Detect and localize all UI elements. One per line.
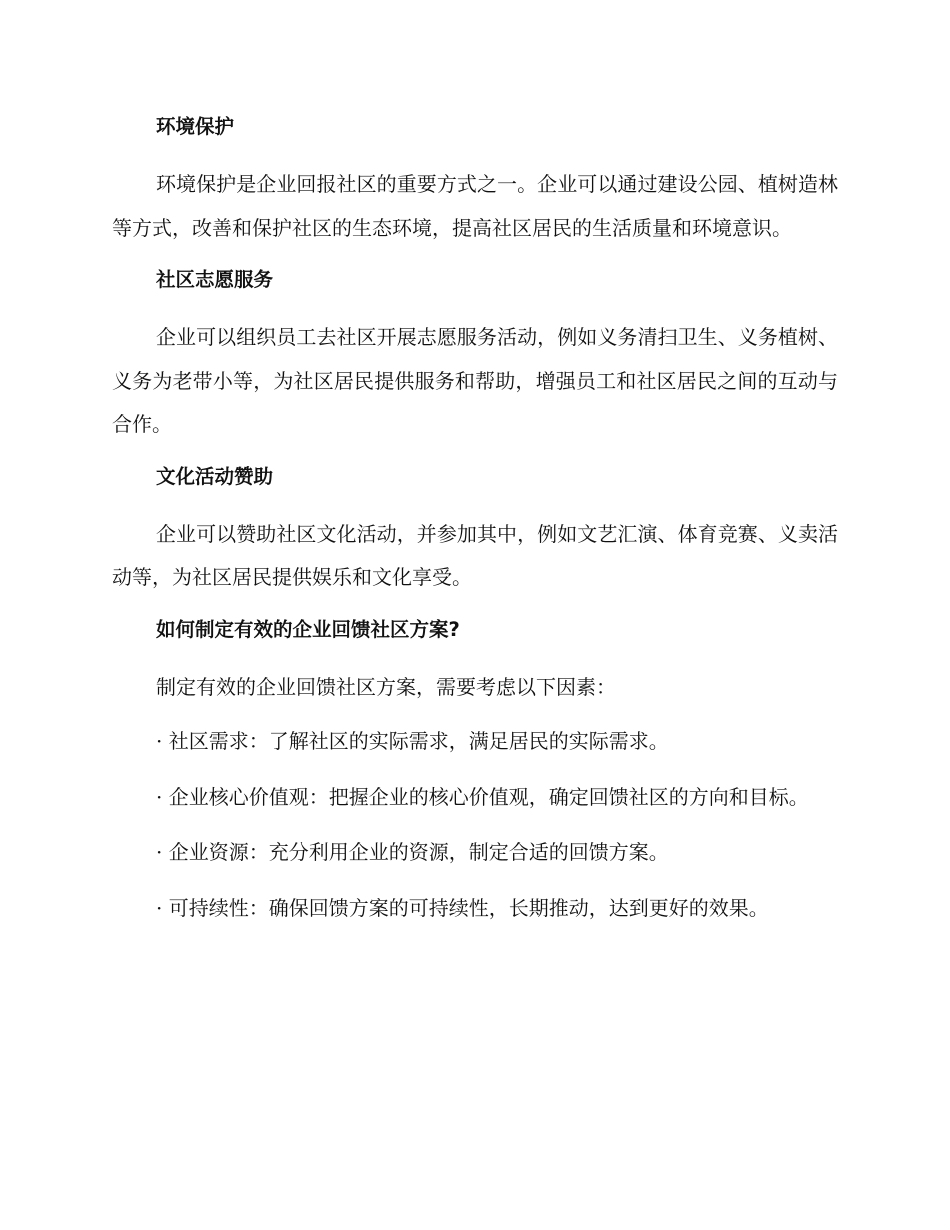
section-heading-culture: 文化活动赞助 — [156, 464, 274, 488]
section-paragraph-environment: 环境保护是企业回报社区的重要方式之一。企业可以通过建设公园、植树造林等方式，改善和保护社区的生态环境，提高社区居民的生活质量和环境意识。 — [112, 172, 838, 240]
bullet-item-resources: · 企业资源：充分利用企业的资源，制定合适的回馈方案。 — [156, 840, 669, 864]
bullet-item-core-values: · 企业核心价值观：把握企业的核心价值观，确定回馈社区的方向和目标。 — [156, 784, 809, 809]
bullet-item-sustainability: · 可持续性：确保回馈方案的可持续性，长期推动，达到更好的效果。 — [156, 895, 769, 920]
bullet-item-community-needs: · 社区需求：了解社区的实际需求，满足居民的实际需求。 — [156, 729, 669, 753]
section-heading-environment: 环境保护 — [156, 115, 235, 138]
section-paragraph-culture: 企业可以赞助社区文化活动，并参加其中，例如文艺汇演、体育竞赛、义卖活动等，为社区居民提供娱乐和文化享受。 — [112, 521, 838, 589]
section-heading-plan: 如何制定有效的企业回馈社区方案? — [156, 617, 460, 641]
section-paragraph-plan: 制定有效的企业回馈社区方案，需要考虑以下因素： — [156, 674, 616, 699]
section-heading-volunteer: 社区志愿服务 — [156, 268, 274, 291]
section-paragraph-volunteer: 企业可以组织员工去社区开展志愿服务活动，例如义务清扫卫生、义务植树、义务为老带小等，为社区居民提供服务和帮助，增强员工和社区居民之间的互动与合作。 — [112, 325, 838, 436]
document-body — [112, 108, 838, 942]
